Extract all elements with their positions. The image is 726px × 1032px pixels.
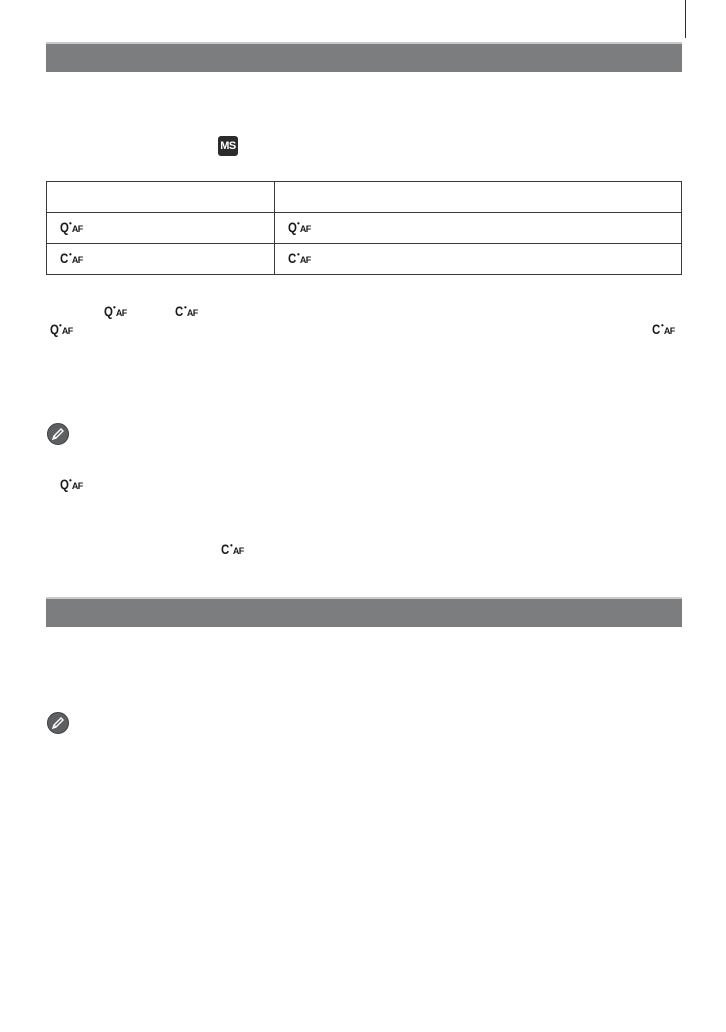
continuous-af-icon: C • AF [652, 321, 675, 337]
continuous-af-icon: C • AF [221, 541, 244, 557]
quick-af-icon: Q • AF [60, 476, 83, 492]
table-cell [275, 244, 682, 275]
quick-af-icon: Q • AF [288, 219, 311, 235]
section-header-bar [46, 42, 682, 72]
table-cell [275, 213, 682, 244]
table-header-row [47, 182, 682, 213]
continuous-af-icon: C • AF [175, 303, 198, 319]
continuous-af-icon: C • AF [288, 250, 311, 266]
page-edge-line [685, 0, 686, 38]
quick-af-icon: Q • AF [60, 219, 83, 235]
table-header-cell [275, 182, 682, 213]
note-icon [47, 712, 69, 734]
table-row [47, 244, 682, 275]
quick-af-icon: Q • AF [104, 303, 127, 319]
af-mode-table [46, 181, 682, 275]
table-row [47, 213, 682, 244]
table-cell [47, 244, 275, 275]
table-header-cell [47, 182, 275, 213]
quick-af-icon: Q • AF [50, 321, 73, 337]
section-header-bar [46, 597, 682, 627]
continuous-af-icon: C • AF [60, 250, 83, 266]
ms-mode-icon: MS [218, 136, 238, 156]
table-cell [47, 213, 275, 244]
note-icon [47, 423, 69, 445]
